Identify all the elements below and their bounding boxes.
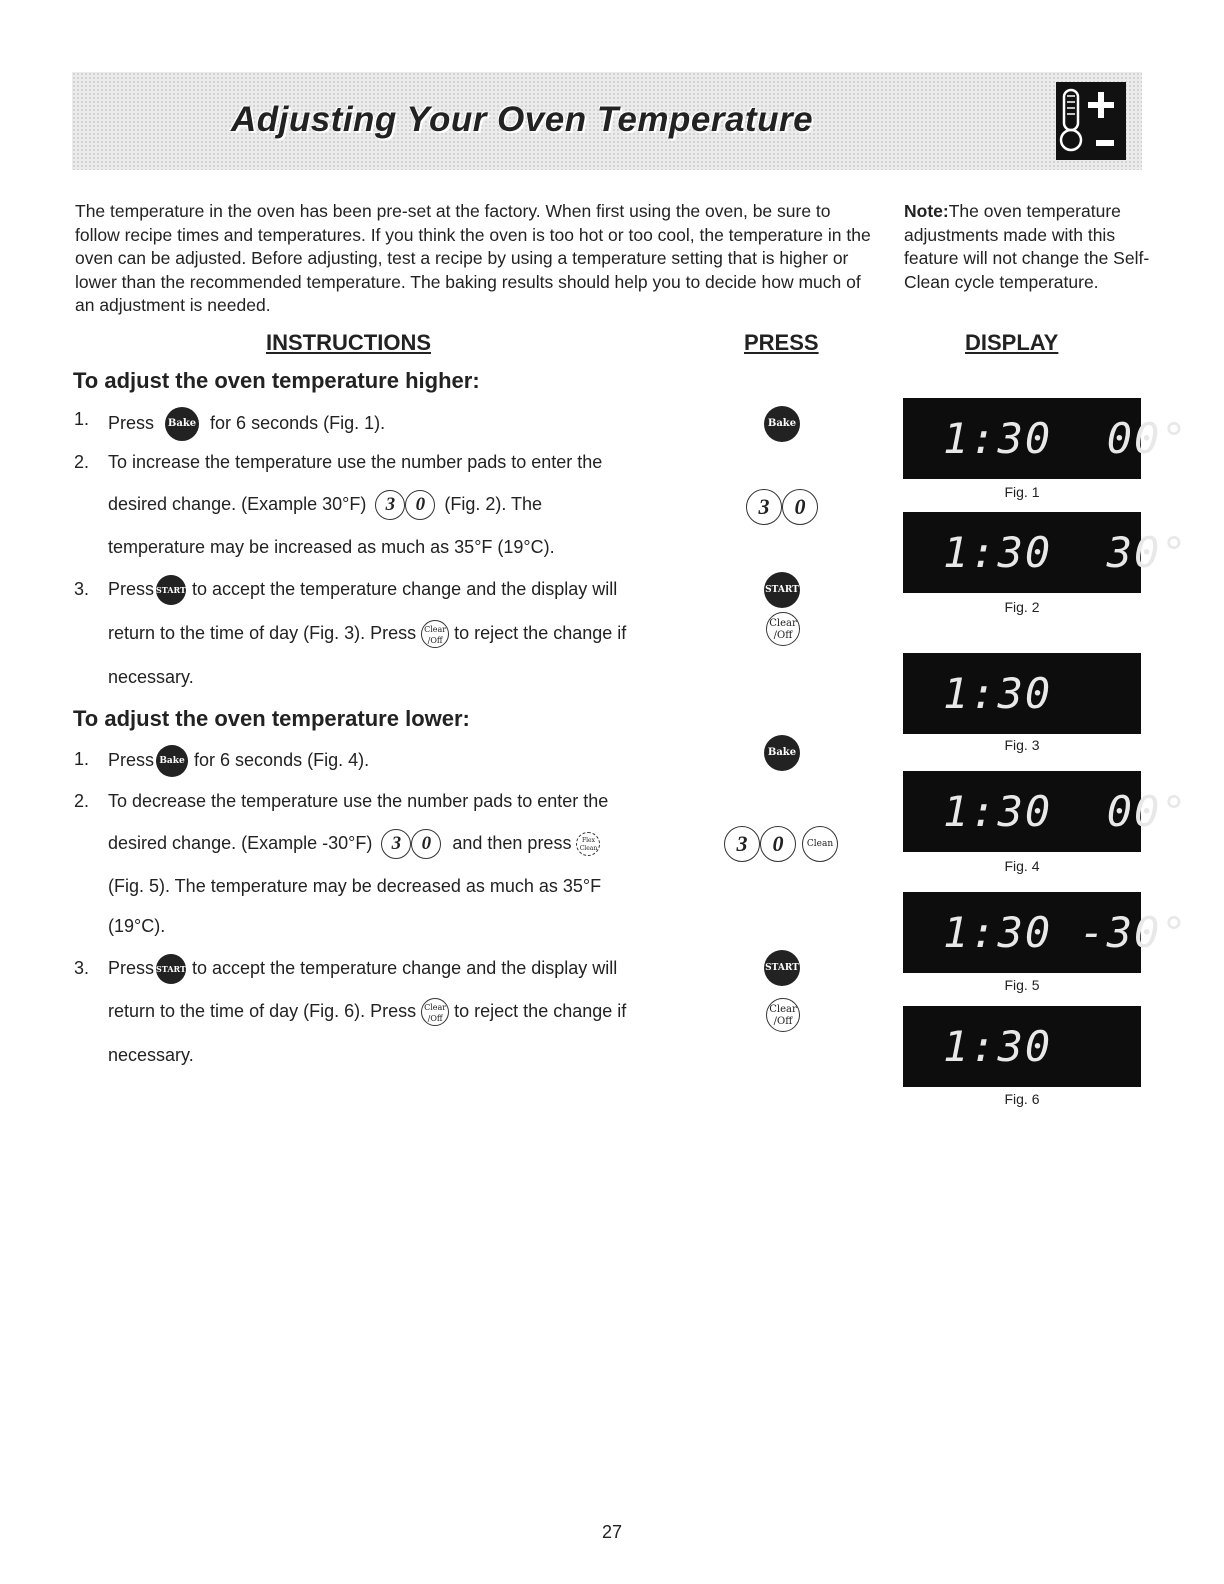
figure-caption: Fig. 4 — [1004, 858, 1040, 874]
intro-paragraph: The temperature in the oven has been pre-set at the factory. When first using the oven, be sure to follow recipe times and temperatures. If you think the oven is too hot or too cool, the temperature in the oven can be adjusted. Before adjusting, test a recipe by using a temperature setting that is higher or lower than the recommended temperature. The baking results should help you to decide how much of an adjustment is needed. — [75, 201, 871, 315]
clear-off-key-icon: Clear /Off — [421, 998, 449, 1026]
step-text: necessary. — [108, 667, 194, 687]
clear-off-key-icon: Clear /Off — [421, 620, 449, 648]
step-number: 1. — [74, 749, 90, 769]
page-number: 27 — [601, 1522, 623, 1542]
note-label: Note: — [904, 201, 949, 221]
bake-key-icon: Bake — [764, 406, 800, 442]
higher-heading: To adjust the oven temperature higher: — [73, 368, 480, 393]
display-heading: DISPLAY — [965, 330, 1059, 355]
step-text: Press Bake for 6 seconds (Fig. 1). — [108, 407, 385, 441]
clear-off-key-icon: Clear /Off — [766, 998, 800, 1032]
thermometer-plus-minus-icon — [1056, 82, 1126, 160]
number-0-key-icon: 0 — [405, 490, 435, 520]
display-panel: 1:30 -30° — [903, 892, 1141, 973]
bake-key-icon: Bake — [165, 407, 199, 441]
step-text: Press Bake for 6 seconds (Fig. 4). — [108, 745, 369, 777]
page-title: Adjusting Your Oven Temperature — [230, 100, 814, 139]
display-panel: 1:30 — [903, 1006, 1141, 1087]
display-panel: 1:30 — [903, 653, 1141, 734]
lower-heading: To adjust the oven temperature lower: — [73, 706, 470, 731]
step-text: (Fig. 5). The temperature may be decreased as much as 35°F — [108, 876, 602, 896]
step-text: temperature may be increased as much as 35°F (19°C). — [108, 537, 555, 557]
step-text: (19°C). — [108, 916, 166, 936]
figure-caption: Fig. 5 — [1004, 977, 1040, 993]
figure-caption: Fig. 6 — [1004, 1091, 1040, 1107]
step-number: 3. — [74, 579, 90, 599]
number-3-key-icon: 3 — [375, 490, 405, 520]
step-number: 3. — [74, 958, 90, 978]
step-text: To decrease the temperature use the number pads to enter the — [108, 791, 609, 811]
instructions-heading: INSTRUCTIONS — [266, 330, 431, 355]
number-3-key-icon: 3 — [724, 826, 760, 862]
start-key-icon: START — [156, 575, 186, 605]
number-3-key-icon: 3 — [381, 829, 411, 859]
step-text: To increase the temperature use the number pads to enter the — [108, 452, 603, 472]
step-text: return to the time of day (Fig. 3). Press Clear /Off to reject the change if — [108, 620, 626, 648]
press-number-keys — [724, 826, 838, 862]
number-0-key-icon: 0 — [760, 826, 796, 862]
bake-key-icon: Bake — [764, 735, 800, 771]
step-number: 1. — [74, 409, 90, 429]
bake-key-icon: Bake — [156, 745, 188, 777]
clear-off-key-icon: Clear /Off — [766, 612, 800, 646]
press-number-keys — [746, 489, 818, 525]
display-panel: 1:30 30° — [903, 512, 1141, 593]
figure-caption: Fig. 3 — [1004, 737, 1040, 753]
step-number: 2. — [74, 452, 90, 472]
clean-key-icon: Clean — [802, 826, 838, 862]
display-panel: 1:30 00° — [903, 771, 1141, 852]
step-text: Press START to accept the temperature change and the display will — [108, 575, 617, 605]
flex-clean-key-icon: Flex Clean — [576, 832, 600, 856]
figure-caption: Fig. 1 — [1004, 484, 1040, 500]
number-0-key-icon: 0 — [411, 829, 441, 859]
step-text: Press START to accept the temperature change and the display will — [108, 954, 617, 984]
number-3-key-icon: 3 — [746, 489, 782, 525]
step-text: necessary. — [108, 1045, 194, 1065]
step-text: desired change. (Example 30°F) 3 0 (Fig. 2). The — [108, 490, 542, 520]
number-0-key-icon: 0 — [782, 489, 818, 525]
display-panel: 1:30 00° — [903, 398, 1141, 479]
step-text: desired change. (Example -30°F) 3 0 and then press Flex Clean — [108, 829, 600, 859]
start-key-icon: START — [764, 572, 800, 608]
step-text: return to the time of day (Fig. 6). Press Clear /Off to reject the change if — [108, 998, 626, 1026]
title-banner — [72, 72, 1142, 170]
press-heading: PRESS — [744, 330, 819, 355]
step-number: 2. — [74, 791, 90, 811]
figure-caption: Fig. 2 — [1004, 599, 1040, 615]
start-key-icon: START — [156, 954, 186, 984]
start-key-icon: START — [764, 950, 800, 986]
note-paragraph — [904, 200, 1154, 294]
note-text: The oven temperature adjustments made with this feature will not change the Self-Clean cycle temperature. — [904, 201, 1150, 292]
